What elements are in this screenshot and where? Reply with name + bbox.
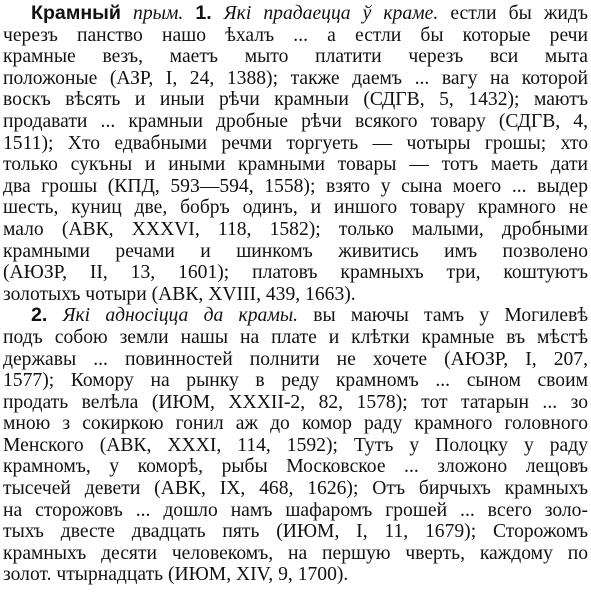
text-line: подъ собою земли нашы на плате и клѣтки крамные въ мѣстѣ bbox=[3, 326, 588, 348]
text-line: крамныхъ десяти человекомъ, на першую чверть, каждому по bbox=[3, 542, 588, 564]
text-line: положоные (АЗР, I, 24, 1388); также даемъ ... вагу на которой bbox=[3, 67, 588, 89]
text-line: мною з сокиркою гонил аж до комор раду крамного головного bbox=[3, 413, 588, 435]
text-line: естли бы жидъ bbox=[450, 3, 588, 24]
text-line: 1577); Комору на рынку в реду крамномъ ... сыном своим bbox=[3, 370, 588, 392]
text-line: продавати ... крамныи дробные рѣчи всякого товару (СДГВ, 4, bbox=[3, 110, 588, 132]
text-line: мало (АВК, XXXVI, 118, 1582); только малыми, дробными bbox=[3, 218, 588, 240]
text-line: два грошы (КПД, 593—594, 1558); взято у сына моего ... выдер bbox=[3, 175, 588, 197]
sense-2-first-line bbox=[3, 305, 588, 327]
text-line: крамные везъ, маетъ мыто платити черезъ вси мыта bbox=[3, 46, 588, 68]
text-line: на сторожовъ ... дошло намъ шафаромъ грошей ... всего золо- bbox=[3, 499, 588, 521]
text-line: крамными речами и шинкомъ живитись имъ позволено bbox=[3, 240, 588, 262]
text-line: шесть, куниц две, бобръ одинъ, и иншого товару крамного не bbox=[3, 197, 588, 219]
text-line: тыхъ двесте двадцать пять (ИЮМ, I, 11, 1679); Сторожомъ bbox=[3, 521, 588, 543]
sense-gloss: Які адносіцца да крамы. bbox=[62, 305, 298, 327]
sense-gloss: Які прадаеццa ў краме. bbox=[223, 3, 439, 24]
text-line: продать велѣла (ИЮМ, XXXII-2, 82, 1578); тот татарын ... зо bbox=[3, 391, 588, 413]
text-line: Менского (АВК, XXXI, 114, 1592); Тутъ у Полоцку у раду bbox=[3, 434, 588, 456]
text-line: черезъ панство нашо ѣхалъ ... а естли бы которые речи bbox=[3, 24, 588, 46]
text-line: только сукъны и иными крамными товары — тотъ маеть дати bbox=[3, 154, 588, 176]
text-line: вы маючы тамъ у Могилевѣ bbox=[313, 305, 589, 327]
sense-number: 2. bbox=[31, 304, 48, 327]
text-line: 1511); Хто едвабными речми торгуеть — чотыры грошы; хто bbox=[3, 132, 588, 154]
text-line: державы ... повинностей полнити не хочете (АЮЗР, I, 207, bbox=[3, 348, 588, 370]
headword: Крамный bbox=[31, 2, 121, 24]
text-line: крамномъ, у коморѣ, рыбы Московское ... зложоно лещовъ bbox=[3, 456, 588, 478]
text-line: воскъ вѣсять и иныи рѣчи крамныи (СДГВ, 5, 1432); маютъ bbox=[3, 89, 588, 111]
text-line: тысечей девети (АВК, IX, 468, 1626); Отъ бирчыхъ крамныхъ bbox=[3, 478, 588, 500]
text-line: золот. чтырнадцать (ИЮМ, XIV, 9, 1700). bbox=[3, 564, 349, 586]
text-line: золотыхъ чотыри (АВК, XVIII, 439, 1663). bbox=[3, 283, 356, 305]
text-line: (АЮЗР, II, 13, 1601); платовъ крамныхъ три, коштуютъ bbox=[3, 262, 588, 284]
sense-number: 1. bbox=[195, 2, 212, 24]
part-of-speech: прым. bbox=[133, 3, 184, 24]
entry-first-line bbox=[3, 3, 588, 25]
